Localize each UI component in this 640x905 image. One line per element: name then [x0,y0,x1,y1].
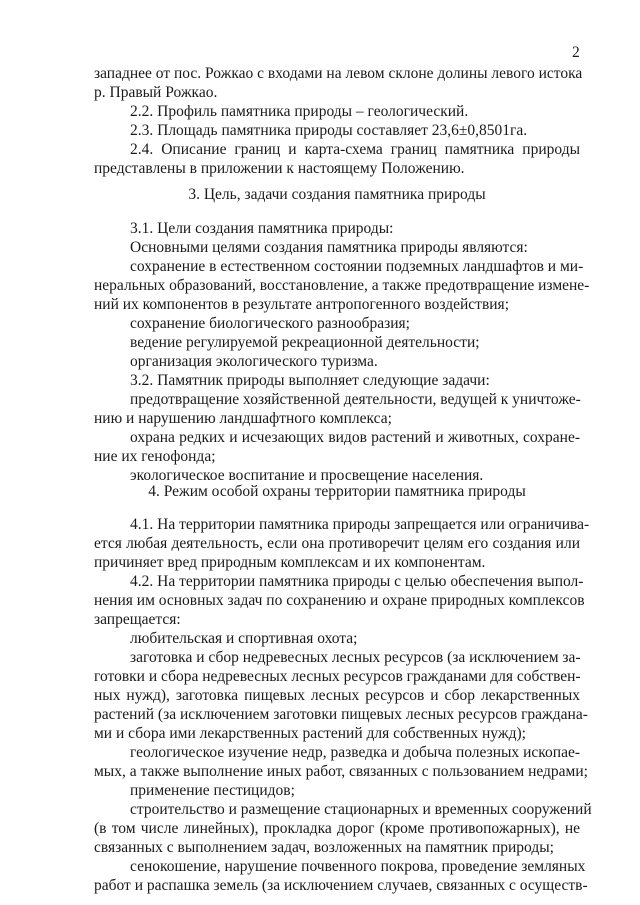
text-line: 4.1. На территории памятника природы запрещается или ограничива- [130,516,590,533]
text-line: готовки и сбора недревесных лесных ресурсов гражданами для собствен- [94,668,581,685]
text-line: геологическое изучение недр, разведка и добыча полезных ископае- [130,744,580,761]
text-line: сенокошение, нарушение почвенного покрова, проведение земляных [130,858,586,875]
text-line: западнее от пос. Рожкао с входами на левом склоне долины левого истока [94,65,583,82]
section-heading-4: 4. Режим особой охраны территории памятника природы [148,483,526,500]
text-line: мых, а также выполнение иных работ, связанных с пользованием недрами; [94,763,588,780]
text-line: 2.2. Профиль памятника природы – геологический. [130,103,469,120]
text-line: Основными целями создания памятника природы являются: [130,239,528,256]
text-line: нию и нарушению ландшафтного комплекса; [94,410,392,427]
text-line: растений (за исключением заготовки пищевых лесных ресурсов граждана- [94,706,588,723]
text-line: применение пестицидов; [130,782,295,799]
text-line: сохранение биологического разнообразия; [130,315,410,332]
page-number: 2 [572,44,580,61]
text-line: ние их генофонда; [94,448,216,465]
text-line: ведение регулируемой рекреационной деятельности; [130,334,480,351]
paragraph-block-regime [94,515,592,895]
paragraph-block-goals [94,219,590,485]
text-line: ми и сбора ими лекарственных растений для собственных нужд); [94,725,526,742]
text-line: 2.4. Описание границ и карта-схема границ памятника природы [130,141,580,158]
text-line: 2.3. Площадь памятника природы составляет 23,6±0,8501га. [130,122,528,139]
text-line: 4.2. На территории памятника природы с целью обеспечения выпол- [130,573,584,590]
text-line: работ и распашка земель (за исключением случаев, связанных с осуществ- [94,877,588,894]
text-line: охрана редких и исчезающих видов растений и животных, сохране- [130,429,580,446]
text-line: (в том числе линейных), прокладка дорог (кроме противопожарных), не [94,820,580,837]
text-line: запрещается: [94,611,181,628]
text-line: связанных с выполнением задач, возложенных на памятник природы; [94,839,554,856]
text-line: сохранение в естественном состоянии подземных ландшафтов и ми- [130,258,584,275]
section-heading-3: 3. Цель, задачи создания памятника природы [188,186,486,203]
text-line: нения им основных задач по сохранению и охране природных комплексов [94,592,585,609]
text-line: ных нужд), заготовка пищевых лесных ресурсов и сбор лекарственных [94,687,580,704]
text-line: р. Правый Рожкао. [94,84,218,101]
text-line: строительство и размещение стационарных и временных сооружений [130,801,592,818]
text-line: предотвращение хозяйственной деятельности, ведущей к уничтоже- [130,391,581,408]
paragraph-block-intro [94,64,583,178]
text-line: 3.2. Памятник природы выполняет следующие задачи: [130,372,490,389]
text-line: 3.1. Цели создания памятника природы: [130,220,394,237]
text-line: организация экологического туризма. [130,353,378,370]
text-line: экологическое воспитание и просвещение населения. [130,467,484,484]
text-line: причиняет вред природным комплексам и их компонентам. [94,554,486,571]
text-line: ний их компонентов в результате антропогенного воздействия; [94,296,509,313]
text-line: заготовка и сбор недревесных лесных ресурсов (за исключением за- [130,649,581,666]
text-line: ется любая деятельность, если она противоречит целям его создания или [94,535,580,552]
text-line: любительская и спортивная охота; [130,630,358,647]
text-line: неральных образований, восстановление, а также предотвращение измене- [94,277,590,294]
text-line: представлены в приложении к настоящему Положению. [94,160,465,177]
